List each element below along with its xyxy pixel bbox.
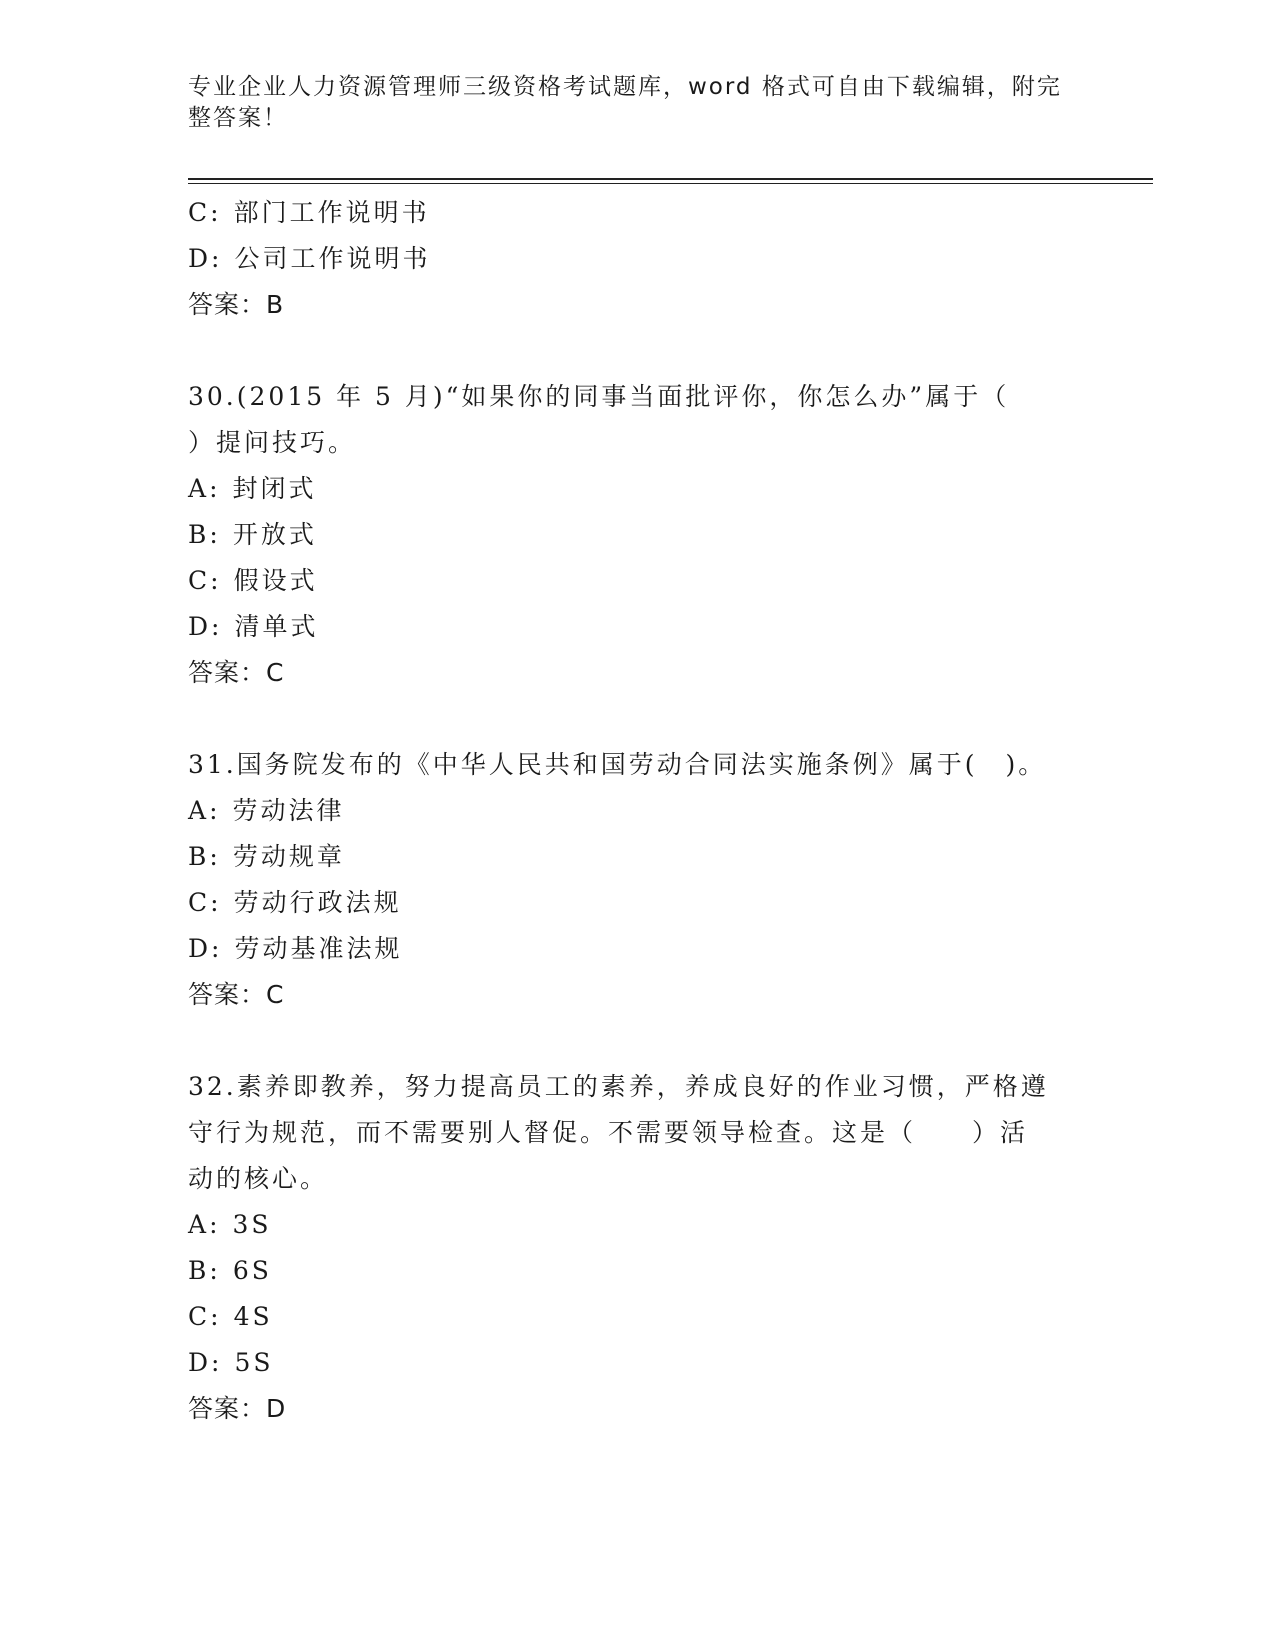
option-letter: C [188,888,211,917]
option-text: 劳动行政法规 [233,888,402,917]
option-b [188,834,1088,880]
option-text: 开放式 [232,520,317,549]
option-letter: C [188,198,211,227]
option-letter: A [188,474,210,503]
option-separator: : [211,1348,223,1377]
option-separator: : [210,1302,222,1331]
stem-line: 32.素养即教养，努力提高员工的素养，养成良好的作业习惯，严格遵 [188,1072,1049,1101]
option-text: 假设式 [233,566,318,595]
question-content [188,190,1088,1432]
option-d [188,604,1088,650]
option-separator: : [210,566,222,595]
option-separator: : [209,474,221,503]
option-separator: : [209,1210,221,1239]
option-text: 清单式 [234,612,319,641]
option-letter: A [188,1210,210,1239]
stem-line: 动的核心。 [188,1164,329,1193]
option-letter: C [188,1302,211,1331]
option-b [188,512,1088,558]
header-rule-thick [188,178,1153,180]
option-b [188,1248,1088,1294]
option-letter: B [188,842,210,871]
option-c [188,880,1088,926]
option-d [188,236,1088,282]
option-a [188,1202,1088,1248]
stem-line: ）提问技巧。 [188,428,357,457]
option-text: 6S [232,1256,272,1285]
option-separator: : [210,198,222,227]
option-text: 劳动法律 [232,796,345,825]
question-stem-32 [188,1064,1088,1202]
option-letter: A [188,796,210,825]
spacer [188,328,1088,374]
option-c [188,558,1088,604]
option-c [188,190,1088,236]
option-letter: D [188,934,212,963]
option-text: 公司工作说明书 [234,244,431,273]
option-letter: C [188,566,211,595]
stem-line: 31.国务院发布的《中华人民共和国劳动合同法实施条例》属于( )。 [188,750,1047,779]
answer-line: 答案：C [188,980,285,1009]
option-c [188,1294,1088,1340]
option-letter: B [188,1256,210,1285]
option-a [188,788,1088,834]
question-stem-30 [188,374,1088,466]
option-text: 5S [234,1348,274,1377]
option-separator: : [210,888,222,917]
option-letter: B [188,520,210,549]
answer-line: 答案：B [188,290,285,319]
option-separator: : [211,612,223,641]
spacer [188,1018,1088,1064]
option-text: 劳动基准法规 [234,934,403,963]
option-text: 部门工作说明书 [233,198,430,227]
option-letter: D [188,244,212,273]
option-separator: : [209,1256,221,1285]
option-separator: : [211,934,223,963]
option-separator: : [211,244,223,273]
option-a [188,466,1088,512]
option-text: 劳动规章 [232,842,345,871]
header-rule-thin [188,183,1153,184]
option-d [188,1340,1088,1386]
page-header: 专业企业人力资源管理师三级资格考试题库，word 格式可自由下载编辑，附完整答案！ [188,74,1062,131]
option-text: 4S [233,1302,273,1331]
question-stem-31 [188,742,1088,788]
option-text: 封闭式 [232,474,317,503]
answer-line: 答案：D [188,1394,287,1423]
option-text: 3S [232,1210,272,1239]
spacer [188,696,1088,742]
option-separator: : [209,520,221,549]
option-d [188,926,1088,972]
option-letter: D [188,1348,212,1377]
stem-line: 30.(2015 年 5 月)“如果你的同事当面批评你，你怎么办”属于（ [188,382,1010,411]
option-letter: D [188,612,212,641]
option-separator: : [209,796,221,825]
stem-line: 守行为规范，而不需要别人督促。不需要领导检查。这是（ ）活 [188,1118,1029,1147]
option-separator: : [209,842,221,871]
answer-line: 答案：C [188,658,285,687]
